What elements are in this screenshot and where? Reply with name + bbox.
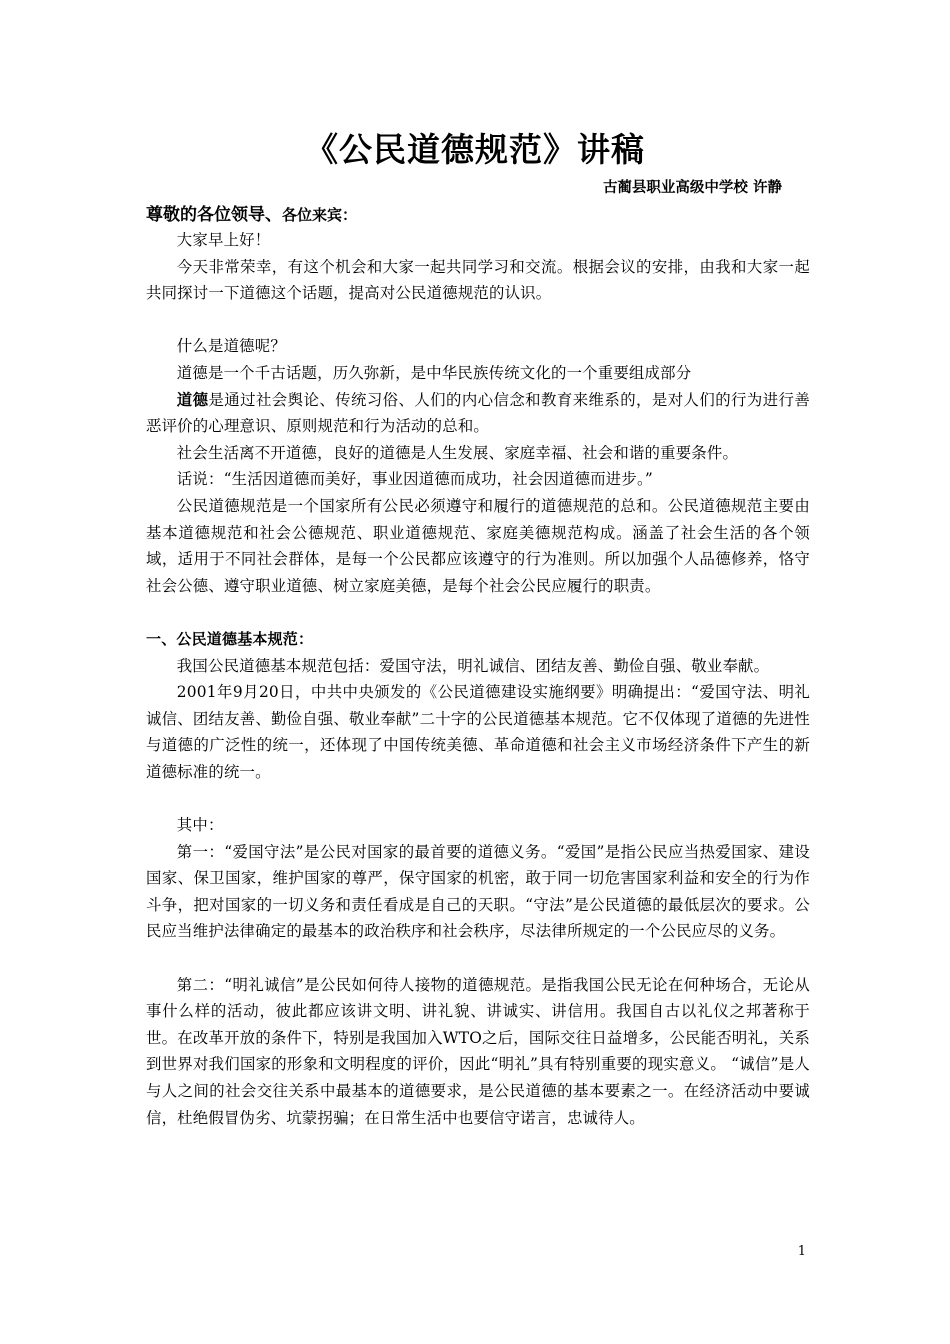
section-heading-basic-norms: 一、公民道德基本规范：	[146, 629, 314, 648]
author-line: 古蔺县职业高级中学校 许静	[602, 180, 782, 196]
paragraph-among-them: 其中：	[176, 816, 224, 835]
document-body	[146, 227, 810, 1131]
paragraph-intro: 今天非常荣幸，有这个机会和大家一起共同学习和交流。根据会议的安排，由我和大家一起共同探讨一下道德这个话题，提高对公民道德规范的认识。	[146, 257, 810, 303]
page-number: 1	[797, 1244, 806, 1259]
paragraph-second-courtesy: 第二：“明礼诚信”是公民如何待人接物的道德规范。是指我国公民无论在何种场合，无论从事什么样的活动，彼此都应该讲文明、讲礼貌、讲诚实、讲信用。我国自古以礼仪之邦著称于世。在改革开放的条件下，特别是我国加入WTO之后，国际交往日益增多，公民能否明礼，关系到世界对我们国家的形象和文明程度的评价，因此“明礼”具有特别重要的现实意义。 “诚信”是人与人之间的社会交往关系中最基本的道德要求，是公民道德的基本要素之一。在经济活动中要诚信，杜绝假冒伪劣、坑蒙拐骗；在日常生活中也要信守诺言，忠诚待人。	[146, 975, 810, 1127]
paragraph-greeting: 大家早上好！	[176, 231, 271, 249]
document-title: 《公民道德规范》讲稿	[305, 130, 645, 169]
paragraph-morality-definition	[146, 387, 810, 440]
salutation	[146, 203, 357, 227]
salutation-main: 尊敬的各位领导、	[146, 205, 282, 225]
paragraph-morality-topic: 道德是一个千古话题，历久弥新，是中华民族传统文化的一个重要组成部分	[176, 363, 692, 382]
paragraph-question: 什么是道德呢？	[176, 337, 286, 356]
salutation-secondary: 各位来宾：	[282, 206, 358, 224]
paragraph-2001-outline: 2001年9月20日，中共中央颁发的《公民道德建设实施纲要》明确提出：“爱国守法、明礼诚信、团结友善、勤俭自强、敬业奉献”二十字的公民道德基本规范。它不仅体现了道德的先进性与道德的广泛性的统一，还体现了中国传统美德、革命道德和社会主义市场经济条件下产生的新道德标准的统一。	[146, 683, 810, 781]
paragraph-civic-norms: 公民道德规范是一个国家所有公民必须遵守和履行的道德规范的总和。公民道德规范主要由基本道德规范和社会公德规范、职业道德规范、家庭美德规范构成。涵盖了社会生活的各个领域，适用于不同社会群体，是每一个公民都应该遵守的行为准则。所以加强个人品德修养，恪守社会公德、遵守职业道德、树立家庭美德，是每个社会公民应履行的职责。	[146, 496, 810, 595]
paragraph-basic-norms-list: 我国公民道德基本规范包括：爱国守法，明礼诚信、团结友善、勤俭自强、敬业奉献。	[176, 656, 770, 675]
paragraph-saying: 话说：“生活因道德而美好，事业因道德而成功，社会因道德而进步。”	[176, 470, 653, 489]
bold-term-morality: 道德	[176, 390, 209, 409]
paragraph-first-patriotism: 第一：“爱国守法”是公民对国家的最首要的道德义务。“爱国”是指公民应当热爱国家、建设国家、保卫国家，维护国家的尊严，保守国家的机密，敢于同一切危害国家利益和安全的行为作斗争，把对国家的一切义务和责任看成是自己的天职。“守法”是公民道德的最低层次的要求。公民应当维护法律确定的最基本的政治秩序和社会秩序，尽法律所规定的一个公民应尽的义务。	[146, 842, 810, 941]
definition-text: 是通过社会舆论、传统习俗、人们的内心信念和教育来维系的，是对人们的行为进行善恶评价的心理意识、原则规范和行为活动的总和。	[146, 390, 810, 436]
paragraph-social-life: 社会生活离不开道德，良好的道德是人生发展、家庭幸福、社会和谐的重要条件。	[176, 443, 739, 462]
